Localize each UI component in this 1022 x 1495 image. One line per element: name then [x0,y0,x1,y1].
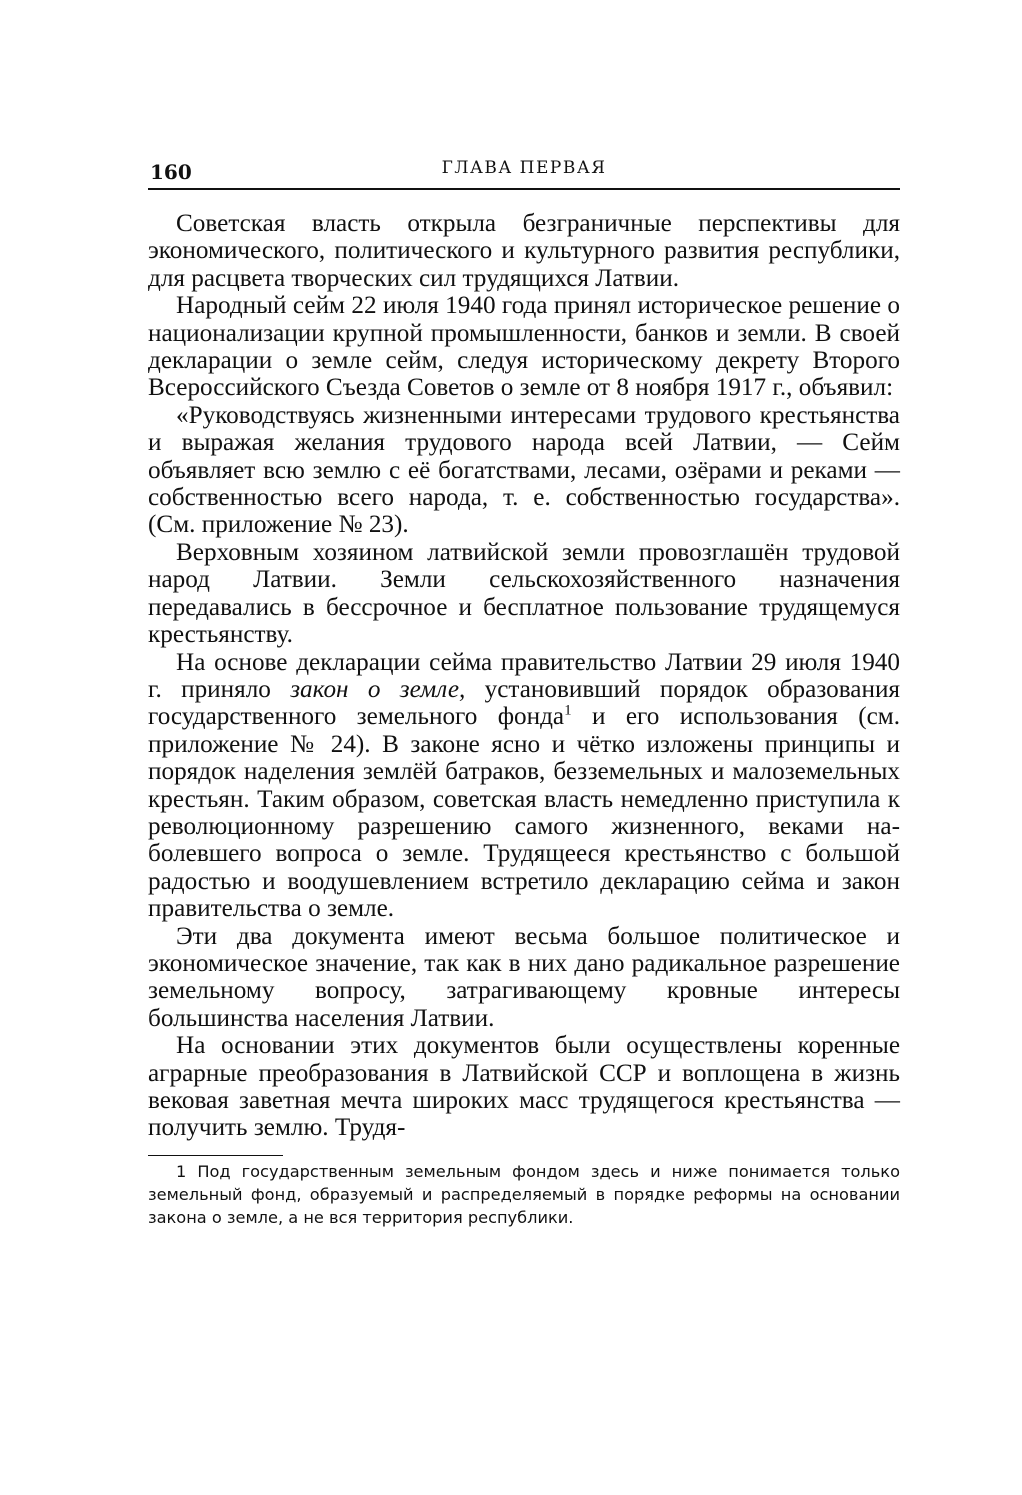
footnote-marker: 1 [176,1161,187,1181]
paragraph: Народный сейм 22 июля 1940 года принял историческое решение о национализации крупной промышленности, банков и земли. В своей декларации о земле сейм, следуя историческому декрету Второго Всероссийского Съезда Советов о земле от 8 ноября 1917 г., объявил: [148,292,900,402]
paragraph: Верховным хозяином латвийской земли провозглашён трудовой народ Латвии. Земли сельскохозяйственного назначения передавались в бессрочное и бесплатное пользование трудящемуся крестьянству. [148,538,900,649]
paragraph-text: и его использования (см. приложение № 24). В законе ясно и чётко изложены принципы и порядок наделения землёй батраков, безземельных и малоземельных крестьян. Таким образом, советская власть немедленно приступила к революционному разрешению самого жизненного, веками наболевшего вопроса о земле. Трудящееся крестьянство с большой радостью и воодушевлением встретило декларацию сейма и закон правительства о земле. [148,703,900,923]
paragraph: Эти два документа имеют весьма большое политическое и экономическое значение, так как в них дано радикальное разрешение земельному вопросу, затрагивающему кровные интересы большинства населения Латвии. [148,922,900,1032]
paragraph: Советская власть открыла безграничные перспективы для экономического, политического и культурного развития республики, для расцвета творческих сил трудящихся Латвии. [148,210,900,292]
paragraph-text: На основе декларации сейма правительство Латвии 29 июля 1940 г. приняло [148,648,900,703]
footnote [148,1160,900,1229]
paragraph: На основании этих документов были осуществлены коренные аграрные преобразования в Латвийской ССР и воплощена в жизнь вековая заветная мечта широких масс трудящегося крестьянства — получить землю. Трудя- [148,1032,900,1142]
paragraph-text: установивший порядок образования государственного земельного фонда [148,675,901,731]
page-number: 160 [150,160,192,184]
footnote-divider [148,1155,283,1156]
paragraph [148,649,900,923]
footnote-reference: 1 [564,702,572,719]
quote-paragraph: «Руководствуясь жизненными интересами трудового крестьянства и выражая желания трудового народа всей Латвии, — Сейм объявляет всю землю с её богатствами, лесами, озёрами и реками — собственностью всего народа, т. е. собственностью государства». (См. приложение № 23). [148,401,900,539]
book-page [148,152,900,1229]
chapter-title: ГЛАВА ПЕРВАЯ [441,158,607,178]
footnote-text: Под государственным земельным фондом здесь и ниже понимается только земельный фонд, образуемый и распределяемый в порядке реформы на основании закона о земле, а не вся территория республики. [148,1161,900,1227]
running-head [148,152,900,190]
body-text [148,210,900,1142]
emphasis-text: закон о земле, [290,675,466,703]
